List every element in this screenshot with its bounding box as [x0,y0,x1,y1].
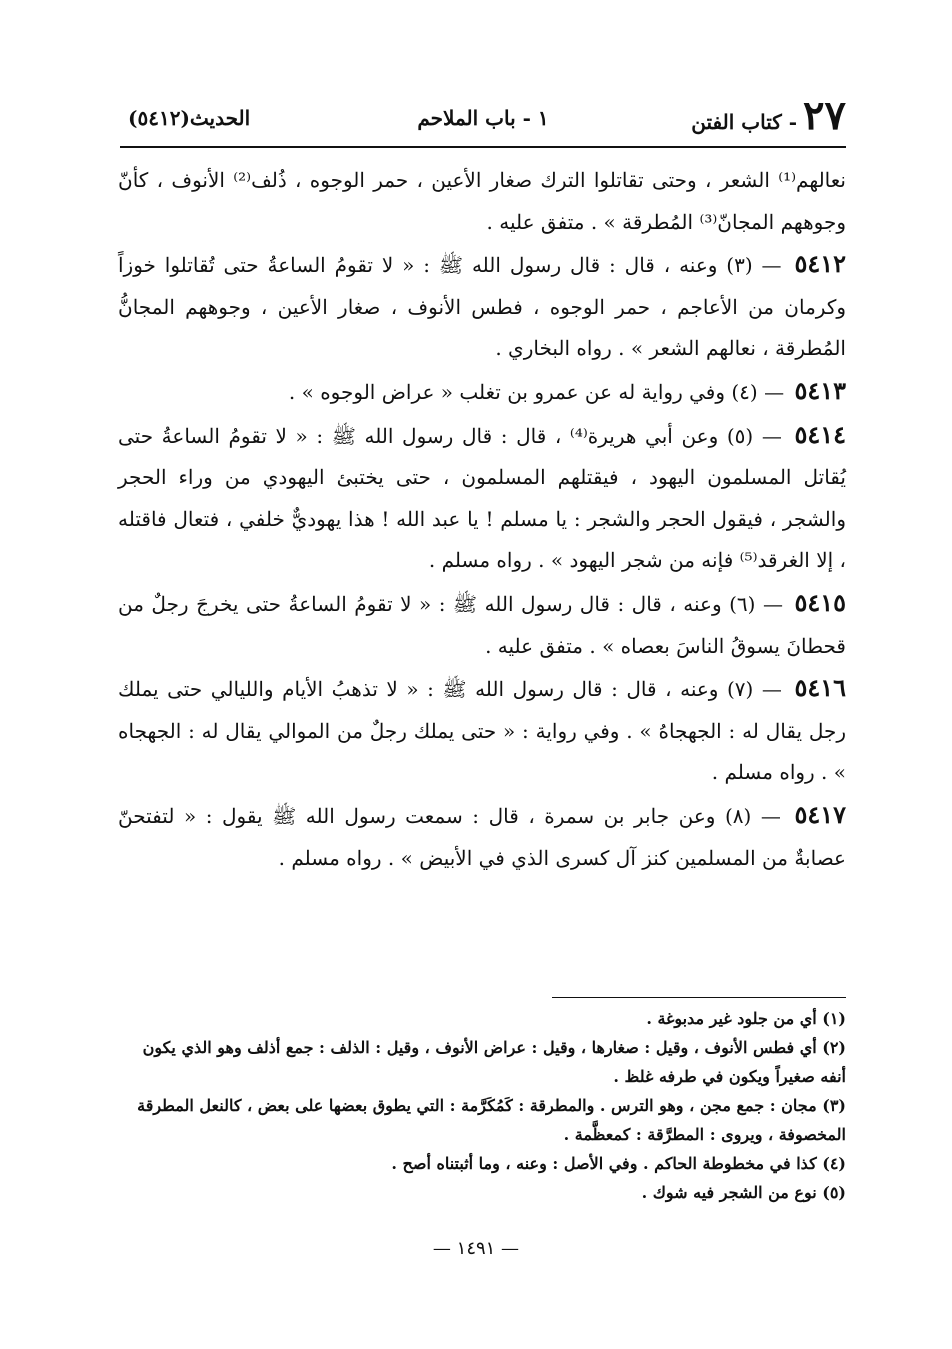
hadith-range: الحديث(٥٤١٢) [128,106,251,130]
hadith-number: ٥٤١٧ [794,799,846,829]
footnote: (٢) أي فطس الأنوف ، وقيل : صغارها ، وقيل : عراض الأنوف ، وقيل : الذلف : جمع أذلف وهو الذي يكون أنفه صغيراً ويكون في طرفه غلظ . [142,1038,846,1086]
hadith-text: — (٤) وفي رواية له عن عمرو بن تغلب « عراض الوجوه » . [288,379,785,404]
main-text [118,160,846,879]
hadith-text: — (٦) وعنه ، قال : قال رسول الله ﷺ : « لا تقومُ الساعةُ حتى يخرجَ رجلٌ من قحطانَ يسوقُ الناسَ بعصاه » . متفق عليه . [118,591,846,658]
chapter-number: ٢٧ [803,92,846,139]
hadith-paragraph [118,667,846,794]
hadith-paragraph [118,243,846,370]
footnotes [118,1004,846,1207]
section-title: ١ - باب الملاحم [417,106,549,130]
hadith-number: ٥٤١٣ [794,375,846,405]
footnote: (١) أي من جلود غير مدبوغة . [646,1009,846,1028]
page-number: — ١٤٩١ — [432,1238,520,1259]
continuation-paragraph: نعالهم⁽¹⁾ الشعر ، وحتى تقاتلوا الترك صغار الأعين ، حمر الوجوه ، ذُلف⁽²⁾ الأنوف ، كأنّ وجوههم المجانّ⁽³⁾ المُطرقة » . متفق عليه . [118,168,846,234]
footnote: (٤) كذا في مخطوطة الحاكم . وفي الأصل : وعنه ، وما أثبتناه أصح . [391,1154,846,1173]
footnote-rule [552,997,846,998]
hadith-paragraph [118,414,846,582]
header-rule [120,146,846,148]
footnote: (٣) مجان : جمع مجن ، وهو الترس . والمطرقة : كَمُكَرَّمة : التي يطوق بعضها على بعض ، كالنعل المطرقة المخصوفة ، ويروى : المطرَّقة : كمعظَّمة . [137,1096,846,1144]
hadith-text: — (٥) وعن أبي هريرة⁽⁴⁾ ، قال : قال رسول الله ﷺ : « لا تقومُ الساعةُ حتى يُقاتل المسلمون اليهود ، فيقتلهم المسلمون ، حتى يختبئ اليهودي من وراء الحجر والشجر ، فيقول الحجر والشجر : يا مسلم ! يا عبد الله ! هذا يهوديٌّ خلفي ، فتعال فاقتله ، إلا الغرقد⁽⁵⁾ فإنه من شجر اليهود » . رواه مسلم . [118,423,846,573]
hadith-text: — (٧) وعنه ، قال : قال رسول الله ﷺ : « لا تذهبُ الأيام والليالي حتى يملك رجل يقال له : الجهجاهُ » . وفي رواية : « حتى يملك رجلٌ من الموالي يقال له : الجهجاه » . رواه مسلم . [118,677,846,785]
hadith-paragraph [118,370,846,414]
hadith-paragraph [118,794,846,879]
book-title: - كتاب الفتن [691,110,798,134]
hadith-text: — (٣) وعنه ، قال : قال رسول الله ﷺ : « لا تقومُ الساعةُ حتى تُقاتلوا خوزاً وكرمان من الأعاجم ، حمر الوجوه ، فطس الأنوف ، صغار الأعين ، وجوههم المجانُّ المُطرقة ، نعالهم الشعر » . رواه البخاري . [118,253,846,361]
hadith-paragraph [118,582,846,667]
hadith-number: ٥٤١٥ [794,587,847,617]
footnote: (٥) نوع من الشجر فيه شوك . [641,1183,846,1202]
hadith-number: ٥٤١٢ [794,249,846,279]
hadith-number: ٥٤١٦ [794,673,846,703]
page-header [120,92,846,144]
hadith-text: — (٨) وعن جابر بن سمرة ، قال : سمعت رسول الله ﷺ يقول : « لتفتحنّ عصابةٌ من المسلمين كنز آل كسرى الذي في الأبيض » . رواه مسلم . [118,803,846,870]
hadith-number: ٥٤١٤ [794,419,846,449]
